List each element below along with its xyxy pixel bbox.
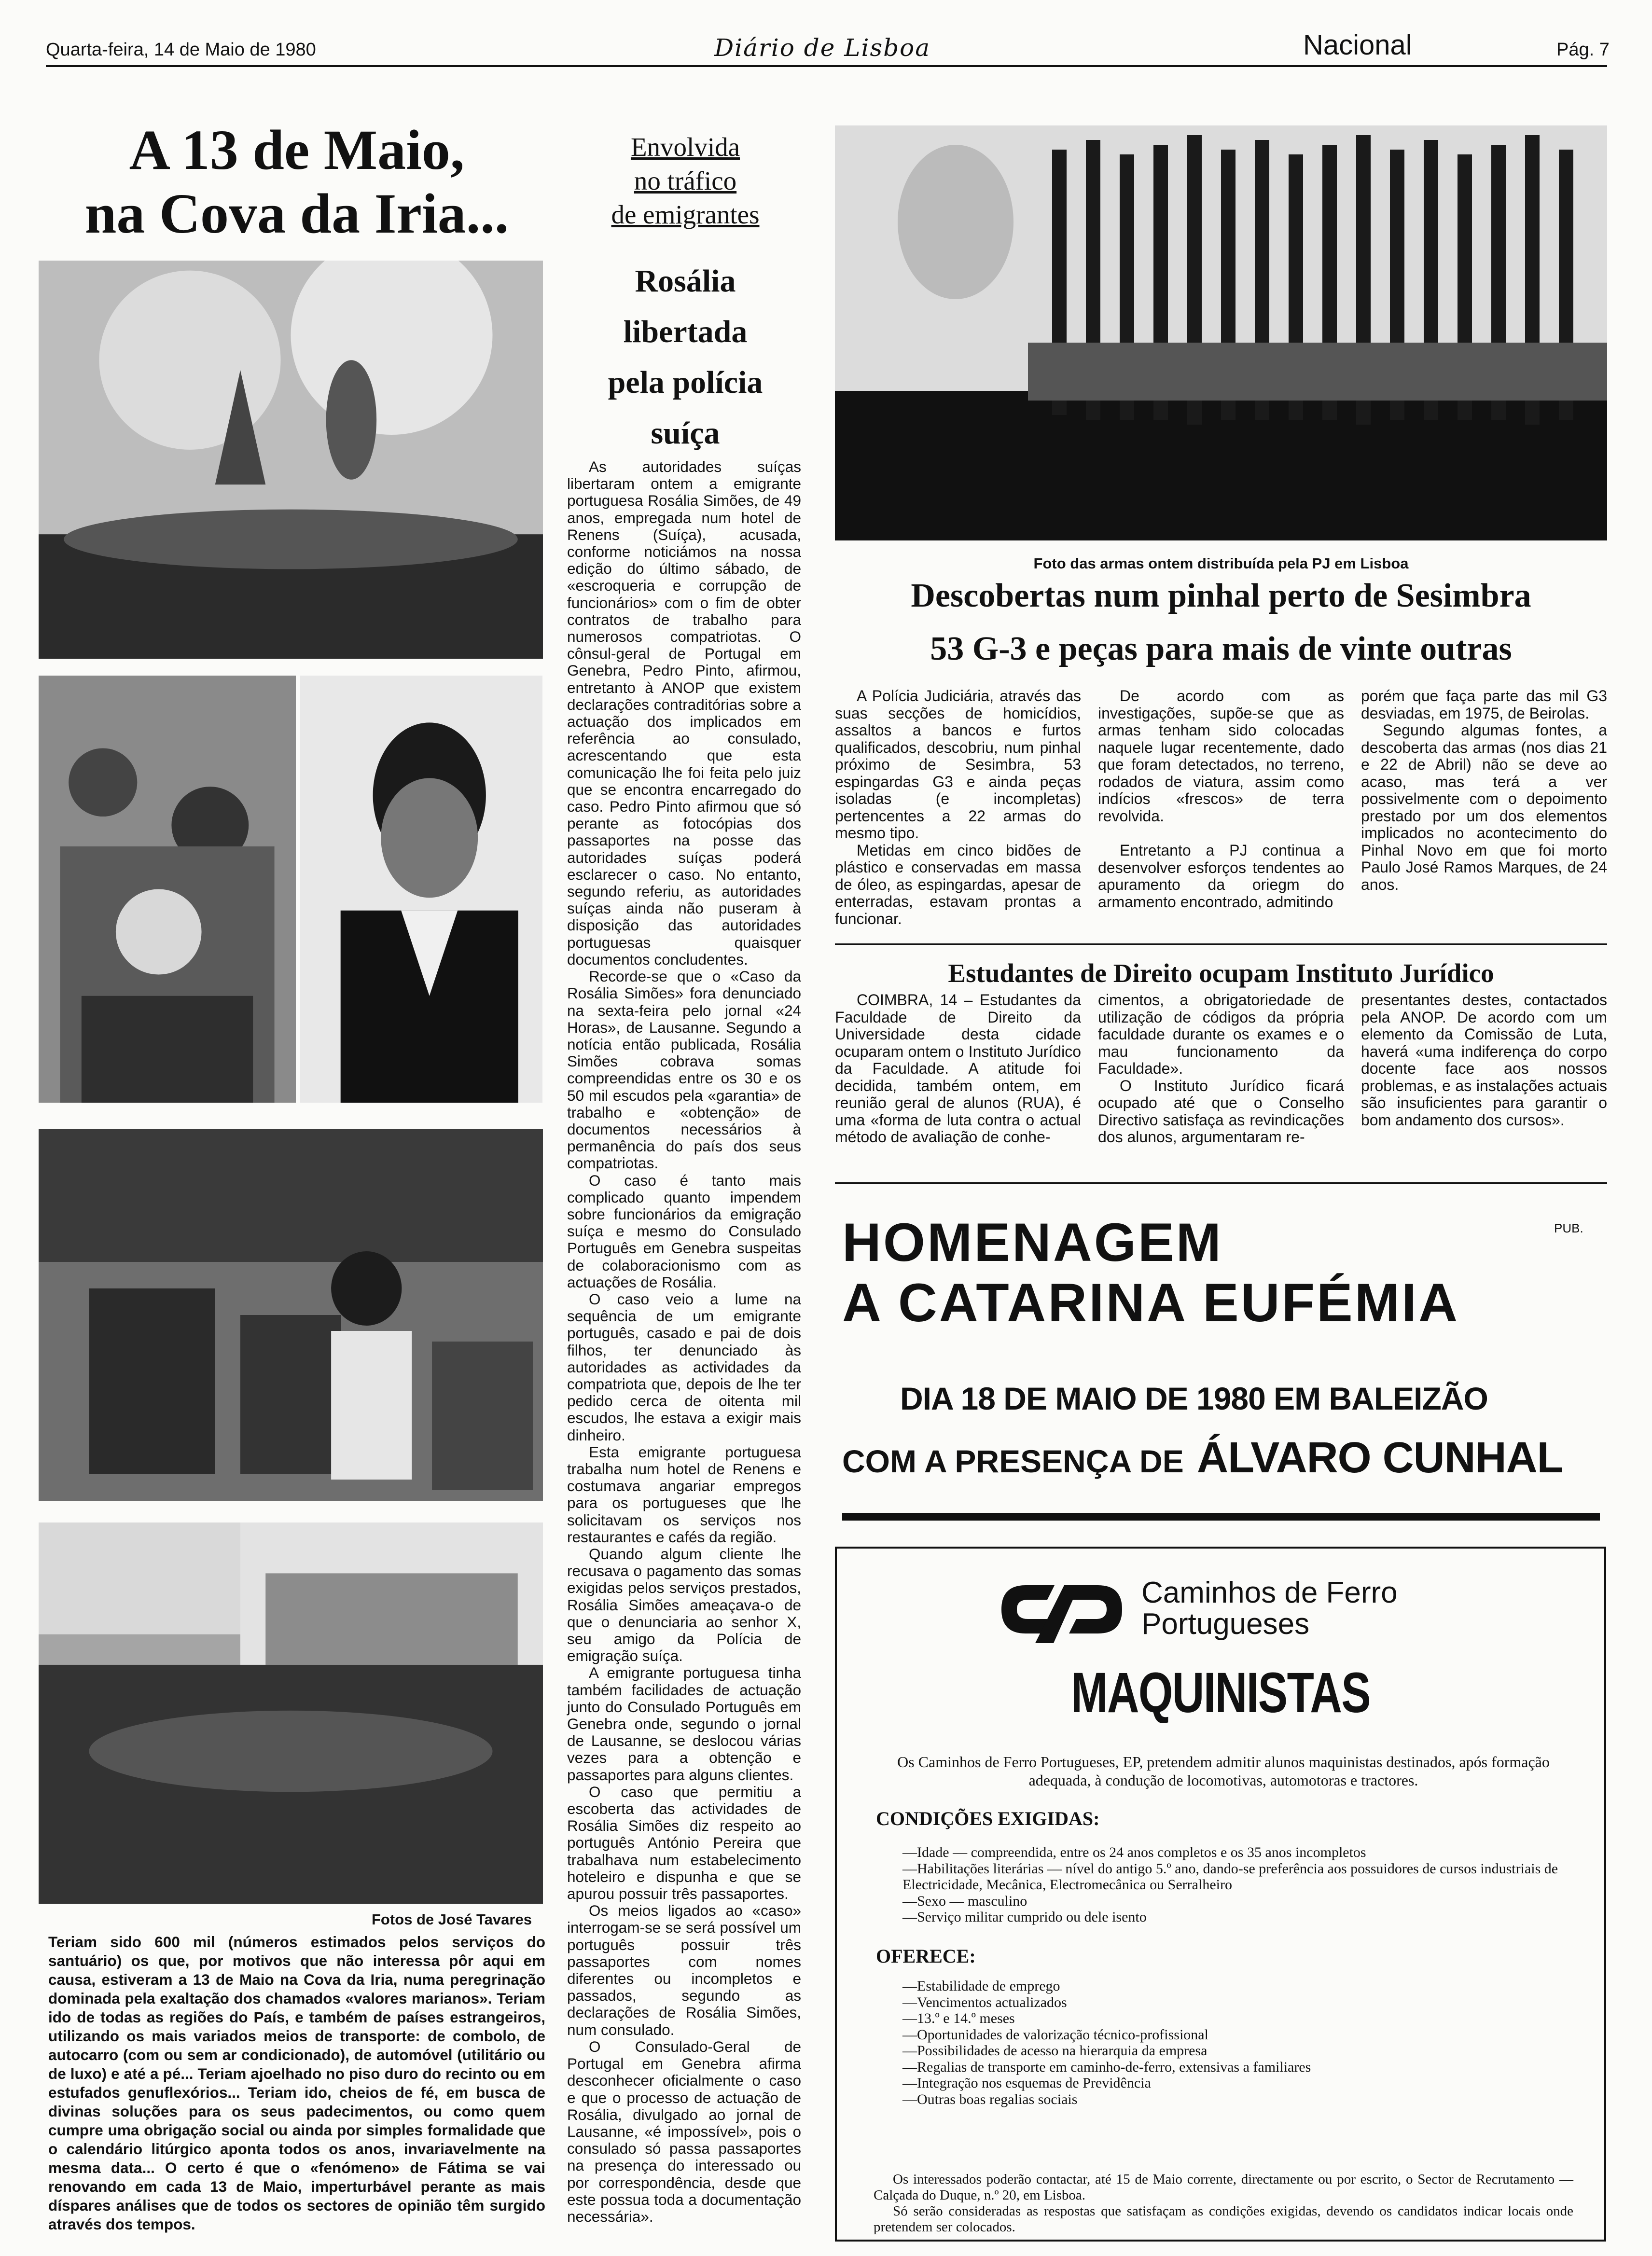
cp-footer (874, 2172, 1573, 2235)
article-paragraph: O Instituto Jurídico ficará ocupado até que o Conselho Directivo satisfaça as revindicações dos alunos, argumentaram re- (1098, 1077, 1344, 1146)
cp-company-name-2: Portugueses (1141, 1607, 1310, 1641)
rosalia-headline (574, 256, 796, 458)
photo-sanctuary-crowd (39, 1522, 543, 1904)
newspaper-name: Diário de Lisboa (714, 34, 931, 62)
section-divider (835, 1182, 1607, 1184)
ad-homenagem-name: A CATARINA EUFÉMIA (842, 1273, 1460, 1333)
article-paragraph: As autoridades suíças libertaram ontem a emigrante portuguesa Rosália Simões, de 49 anos, empregada num hotel de Renens (Suíça), acusada, conforme noticiámos na nossa edição do último sábado, de «escroqueria e corrupção de funcionários» com o fim de obter contratos de trabalho para numerosos compatriotas. O cônsul-geral de Portugal em Genebra, Pedro Pinto, afirmou, entretanto à ANOP que existem declarações contraditórias sobre a actuação dos implicados em referência ao consulado, acrescentando que esta comunicação lhe foi feita pelo juiz que se encontra encarregado do caso. Pedro Pinto afirmou que só perante as fotocópias dos passaportes na posse das autoridades suíças poderá esclarecer o caso. No entanto, segundo referiu, as autoridades suíças ainda não puseram à disposição das autoridades portuguesas quaisquer documentos concludentes. (567, 458, 801, 968)
cp-conditions (876, 1807, 1576, 1925)
article-paragraph: Esta emigrante portuguesa trabalha num hotel de Renens e costumava angariar empregos para os portugueses que lhe solicitavam os serviços nos restaurantes e cafés da região. (567, 1443, 801, 1546)
list-item: —13.º e 14.º meses (902, 2010, 1015, 2026)
cp-footer-contact: Os interessados poderão contactar, até 15 de Maio corrente, directamente ou por escrito, o Sector de Recrutamento — Calçada do Duque, n.º 20, em Lisboa. (874, 2172, 1573, 2203)
rosalia-title-line1: Rosália (635, 263, 736, 299)
arms-column-3 (1361, 688, 1607, 893)
kicker-line3: de emigrantes (611, 200, 760, 229)
article-paragraph: O caso que permitiu a escoberta das actividades de Rosália Simões diz respeito ao português António Pereira que trabalhava num estabelecimento hoteleiro e dispunha e que se apurou possuir três passaportes. (567, 1783, 801, 1903)
kicker-line1: Envolvida (630, 132, 740, 162)
cp-logo-icon (997, 1576, 1127, 1643)
article-paragraph: De acordo com as investigações, supõe-se que as armas tenham sido colocadas naquele lugar recentemente, dado que foram detectados, no terreno, rodados de viatura, assim como indícios «frescos» de terra revolvida. (1098, 687, 1344, 825)
estudantes-column-2 (1098, 992, 1344, 1146)
cp-conditions-heading: CONDIÇÕES EXIGIDAS: (876, 1808, 1100, 1829)
rosalia-title-line2: libertada (623, 314, 748, 349)
photo-credit: Fotos de José Tavares (372, 1911, 532, 1928)
article-paragraph: Recorde-se que o «Caso da Rosália Simões» fora denunciado na sexta-feira pelo jornal «24 Horas», de Lausanne. Segundo a notícia então publicada, Rosália Simões cobrava somas compreendidas entre os 30 e os 50 mil escudos pela «garantia» de trabalho e «obtenção» de documentos necessários à permanência do país dos seus compatriotas. (567, 968, 801, 1172)
article-paragraph: O Consulado-Geral de Portugal em Genebra afirma desconhecer oficialmente o caso e que o processo de actuação de Rosália, divulgado ao jornal de Lausanne, «é impossível», pois o consulado só passa passaportes na presença do interessado ou por correspondência, desde que este possua toda a documentação necessária». (567, 2037, 801, 2225)
photo-pilgrims-crowd (39, 676, 296, 1103)
fatima-headline (46, 118, 548, 246)
cp-footer-note: Só serão consideradas as respostas que satisfaçam as condições exigidas, devendo os candidatos indicar locais onde pretendem ser colocados. (874, 2203, 1573, 2235)
page-number: Pág. 7 (1556, 40, 1610, 60)
cp-offers (876, 1945, 1576, 2107)
article-paragraph: Metidas em cinco bidões de plástico e conservadas em massa de óleo, as espingardas, apesar de enterradas, estavam prontas a funcionar. (835, 841, 1081, 927)
fatima-lead-text: Teriam sido 600 mil (números estimados pelos serviços do santuário) os que, por motivos que não interessa pôr aqui em causa, estiveram a 13 de Maio na Cova da Iria, numa peregrinação dominada pela exaltação dos chamados «valores marianos». Teriam ido de todas as regiões do País, e também de países estrangeiros, utilizando os mais variados meios de transporte: de combolo, de autocarro (com ou sem ar condicionado), de automóvel (utilitário ou de luxo) e até a pé... Teriam ajoelhado no piso duro do recinto ou em estufados genuflexórios... Teriam ido, cheios de fé, em busca de divinas soluções para os seus padecimentos, ou como quem cumpre uma obrigação social ou ainda por simples formalidade que o calendário litúrgico aponta todos os anos, invariavelmente na mesma data... O certo é que o «fenómeno» de Fátima se vai renovando em cada 13 de Maio, imperturbável perante as mais díspares análises que de todos os sectores de opinião têm surgido através dos tempos. (48, 1933, 545, 2233)
article-paragraph: O caso veio a lume na sequência de um emigrante português, casado e pai de dois filhos, ter denunciado às autoridades as actividades da compatriota que, depois de lhe ter pedido cerca de oitenta mil escudos, lhe estava a exigir mais dinheiro. (567, 1290, 801, 1444)
list-item: —Oportunidades de valorização técnico-profissional (902, 2026, 1208, 2043)
header-rule (46, 65, 1607, 67)
header-date: Quarta-feira, 14 de Maio de 1980 (46, 40, 316, 60)
list-item: —Habilitações literárias — nível do antigo 5.º ano, dando-se preferência aos possuidores de cursos industriais de Electricidade, Mecânica, Electromecânica ou Serralheiro (902, 1860, 1558, 1893)
list-item: —Integração nos esquemas de Previdência (902, 2075, 1151, 2091)
photo-seized-rifles (835, 125, 1607, 540)
rosalia-title-line4: suíça (651, 415, 720, 451)
ad-homenagem-title: HOMENAGEM (842, 1212, 1223, 1273)
rosalia-title-line3: pela polícia (608, 365, 763, 400)
rosalia-kicker (574, 130, 796, 232)
arms-headline: Descobertas num pinhal perto de Sesimbra (911, 577, 1531, 614)
list-item: —Estabilidade de emprego (902, 1978, 1060, 1994)
arms-photo-caption: Foto das armas ontem distribuída pela PJ em Lisboa (1033, 555, 1409, 572)
estudantes-column-1 (835, 992, 1081, 1146)
photo-seated-congregation (39, 1129, 543, 1501)
list-item: —Sexo — masculino (902, 1893, 1027, 1909)
cp-intro-text: Os Caminhos de Ferro Portugueses, EP, pretendem admitir alunos maquinistas destinados, após formação adequada, à condução de locomotivas, automotoras e tractores. (897, 1753, 1550, 1789)
ad-pub-marker: PUB. (1554, 1221, 1583, 1235)
list-item: —Regalias de transporte em caminho-de-ferro, extensivas a familiares (902, 2059, 1311, 2075)
article-paragraph: Entretanto a PJ continua a desenvolver esforços tendentes ao apuramento da oriegm do armamento encontrado, admitindo (1098, 842, 1344, 911)
rosalia-article-body (567, 458, 801, 2225)
cp-job-title: MAQUINISTAS (1070, 1661, 1371, 1725)
cp-offers-heading: OFERECE: (876, 1945, 976, 1967)
list-item: —Possibilidades de acesso na hierarquia da empresa (902, 2043, 1208, 2059)
list-item: —Serviço militar cumprido ou dele isento (902, 1909, 1147, 1925)
estudantes-headline: Estudantes de Direito ocupam Instituto Jurídico (948, 958, 1494, 988)
article-paragraph: Quando algum cliente lhe recusava o pagamento das somas exigidas pelos serviços prestados, Rosália Simões ameaçava-o de que o denunciaria ao senhor X, seu amigo da Polícia de emigração suíça. (567, 1545, 801, 1665)
arms-subheadline: 53 G-3 e peças para mais de vinte outras (930, 630, 1512, 667)
cp-company-name-1: Caminhos de Ferro (1141, 1576, 1398, 1609)
article-paragraph: cimentos, a obrigatoriedade de utilização de códigos da própria faculdade durante os exames e o mau funcionamento da Faculdade». (1098, 991, 1344, 1077)
list-item: —Idade — compreendida, entre os 24 anos completos e os 35 anos incompletos (902, 1844, 1366, 1860)
ad-bottom-bar (842, 1513, 1600, 1521)
article-paragraph: COIMBRA, 14 – Estudantes da Faculdade de Direito da Universidade desta cidade ocuparam ontem o Instituto Jurídico da Faculdade. A atitude foi decidida, também ontem, em reunião geral de alunos (RUA), é uma «forma de luta contra o actual método de avaliação de conhe- (835, 991, 1081, 1146)
article-paragraph: porém que faça parte das mil G3 desviadas, em 1975, de Beirolas. (1361, 687, 1607, 722)
article-paragraph: A emigrante portuguesa tinha também facilidades de actuação junto do Consulado Português em Genebra onde, segundo o jornal de Lausanne, se deslocou várias vezes para a obtenção e passaportes para alguns clientes. (567, 1664, 801, 1784)
article-paragraph: Segundo algumas fontes, a descoberta das armas (nos dias 21 e 22 de Abril) não se deve ao acaso, mas terá a ver possivelmente com o depoimento prestado por um dos elementos implicados no acontecimento do Pinhal Novo em que foi morto Paulo José Ramos Marques, de 24 anos. (1361, 721, 1607, 893)
section-name: Nacional (1303, 29, 1412, 61)
list-item: —Outras boas regalias sociais (902, 2091, 1078, 2107)
estudantes-column-3 (1361, 992, 1607, 1129)
photo-statue-procession (39, 261, 543, 659)
cp-conditions-list (902, 1844, 1576, 1925)
ad-homenagem-speaker: ÁLVARO CUNHAL (1197, 1434, 1563, 1482)
article-paragraph: Os meios ligados ao «caso» interrogam-se se será possível um português possuir três passaportes com nomes diferentes ou incompletos e passados, segundo as declarações de Rosália Simões, num consulado. (567, 1902, 801, 2038)
kicker-line2: no tráfico (634, 166, 737, 195)
cp-offers-list (902, 1978, 1576, 2107)
fatima-headline-line2: na Cova da Iria... (84, 182, 509, 245)
section-divider (835, 943, 1607, 945)
fatima-headline-line1: A 13 de Maio, (129, 118, 465, 181)
ad-homenagem-presence: COM A PRESENÇA DE (842, 1443, 1184, 1479)
arms-column-2 (1098, 688, 1344, 911)
article-paragraph: O caso é tanto mais complicado quanto impendem sobre funcionários da emigração suíça e mesmo do Consulado Português em Genebra suspeitas de colaboracionismo com as actuações de Rosália. (567, 1171, 801, 1291)
article-paragraph: presentantes destes, contactados pela ANOP. De acordo com um elemento da Comissão de Luta, haverá «uma indiferença do corpo docente face aos nossos problemas, e as instalações actuais são insuficientes para garantir o bom andamento dos cursos». (1361, 991, 1607, 1129)
arms-column-1 (835, 688, 1081, 927)
ad-homenagem-date: DIA 18 DE MAIO DE 1980 EM BALEIZÃO (900, 1381, 1488, 1416)
article-paragraph: A Polícia Judiciária, através das suas secções de homicídios, assaltos a bancos e furtos qualificados, descobriu, num pinhal próximo de Sesimbra, 53 espingardas G3 e ainda peças isoladas (e incompletas) pertencentes a 22 armas do mesmo tipo. (835, 687, 1081, 842)
list-item: —Vencimentos actualizados (902, 1994, 1067, 2010)
photo-man-portrait (300, 676, 542, 1103)
